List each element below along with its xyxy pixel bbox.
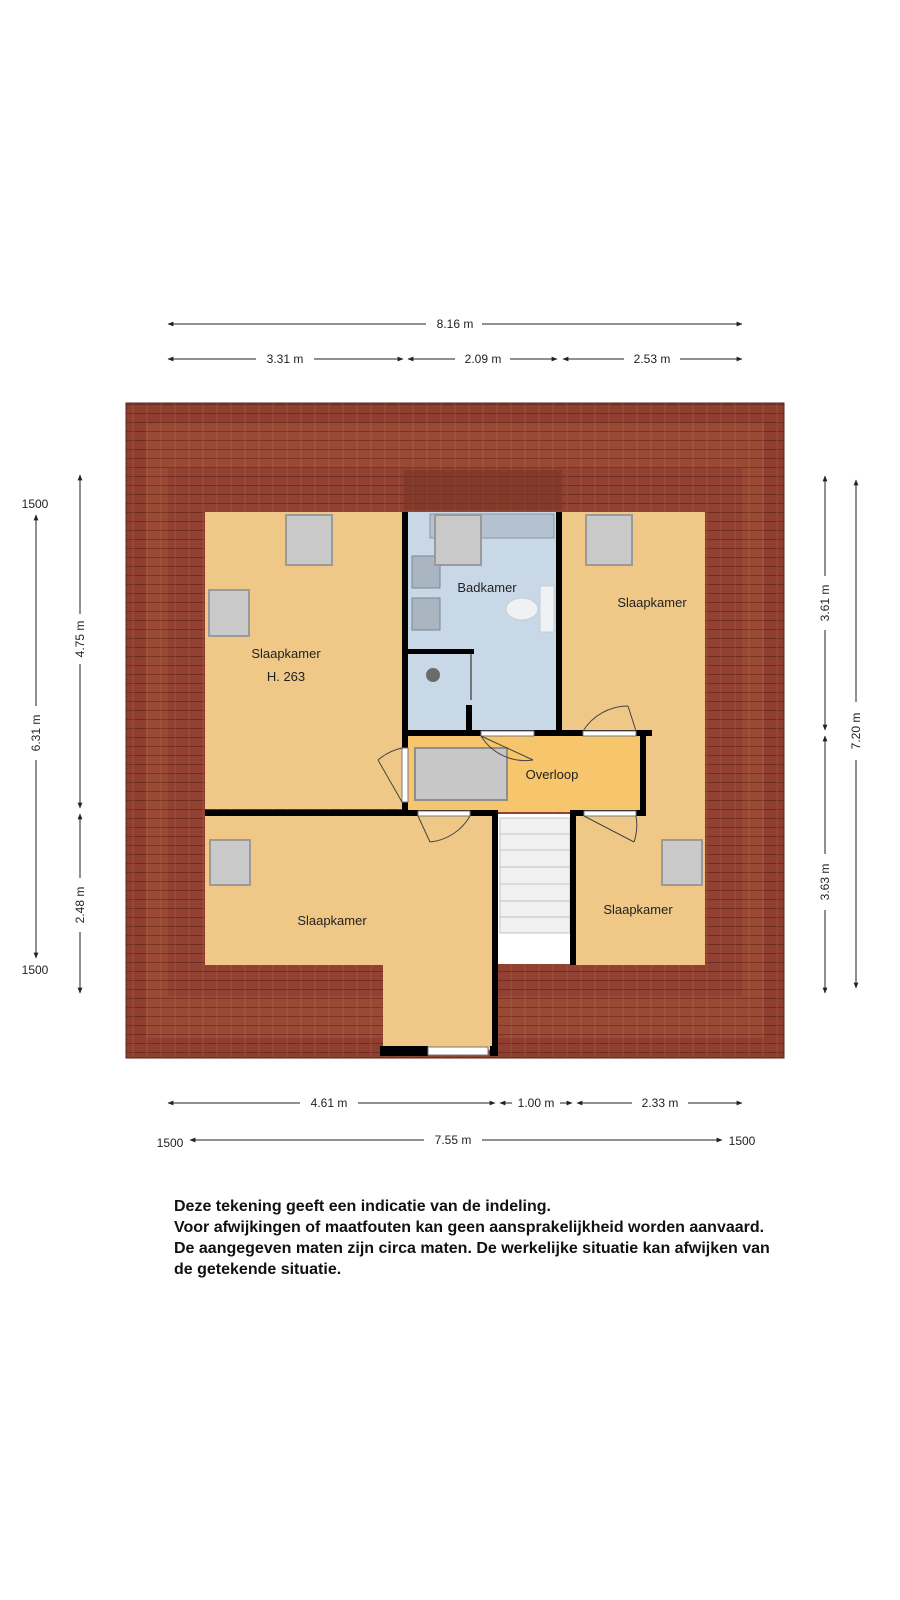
dim-right-upper: 3.61 m	[818, 584, 832, 622]
skylight	[286, 515, 332, 565]
bedroom-se-floor	[643, 734, 705, 812]
shower-drain	[426, 668, 440, 682]
skylight	[435, 515, 481, 565]
room-label-bathroom: Badkamer	[457, 580, 517, 595]
toilet-bowl	[506, 598, 538, 620]
dim-left-lower: 2.48 m	[73, 886, 87, 924]
dim-top-mid: 2.09 m	[464, 352, 502, 366]
dim-bottom-left-height: 1500	[156, 1136, 184, 1150]
shower-area	[409, 653, 471, 731]
room-label-bedroom-se: Slaapkamer	[603, 902, 673, 917]
dim-bottom-right: 2.33 m	[641, 1096, 679, 1110]
skylight	[662, 840, 702, 885]
room-label-bedroom-sw: Slaapkamer	[297, 913, 367, 928]
disclaimer-line: De aangegeven maten zijn circa maten. De werkelijke situatie kan afwijken van	[174, 1240, 770, 1257]
disclaimer-line: Deze tekening geeft een indicatie van de indeling.	[174, 1198, 551, 1215]
bedroom-ne-floor	[562, 512, 705, 734]
dim-left-outer: 6.31 m	[29, 714, 43, 752]
bedroom-sw-alcove	[383, 965, 495, 1050]
dim-bottom-left: 4.61 m	[310, 1096, 348, 1110]
room-label-bedroom-nw-height: H. 263	[266, 669, 306, 684]
landing-cabinet	[415, 748, 507, 800]
dim-bottom-right-height: 1500	[728, 1134, 756, 1148]
staircase	[500, 818, 570, 933]
dim-top-left: 3.31 m	[266, 352, 304, 366]
bedroom-se-floor-lower	[575, 812, 705, 965]
sink-lower	[412, 598, 440, 630]
room-label-bedroom-nw: Slaapkamer	[251, 646, 321, 661]
dim-left-bottom-height: 1500	[21, 963, 49, 977]
disclaimer-line: de getekende situatie.	[174, 1261, 342, 1278]
dim-top-right: 2.53 m	[633, 352, 671, 366]
skylight	[209, 590, 249, 636]
disclaimer-line: Voor afwijkingen of maatfouten kan geen aansprakelijkheid worden aanvaard.	[174, 1219, 765, 1236]
dim-right-lower: 3.63 m	[818, 863, 832, 901]
dim-left-upper: 4.75 m	[73, 620, 87, 658]
dim-bottom-mid: 1.00 m	[517, 1096, 555, 1110]
dim-left-top-height: 1500	[21, 497, 49, 511]
dim-right-total: 7.20 m	[849, 712, 863, 750]
dim-bottom-total: 7.55 m	[434, 1133, 472, 1147]
room-label-landing: Overloop	[525, 767, 579, 782]
toilet-tank	[540, 586, 554, 632]
disclaimer	[174, 1196, 874, 1280]
skylight	[586, 515, 632, 565]
room-label-bedroom-ne: Slaapkamer	[617, 595, 687, 610]
dim-top-total: 8.16 m	[436, 317, 474, 331]
skylight	[210, 840, 250, 885]
